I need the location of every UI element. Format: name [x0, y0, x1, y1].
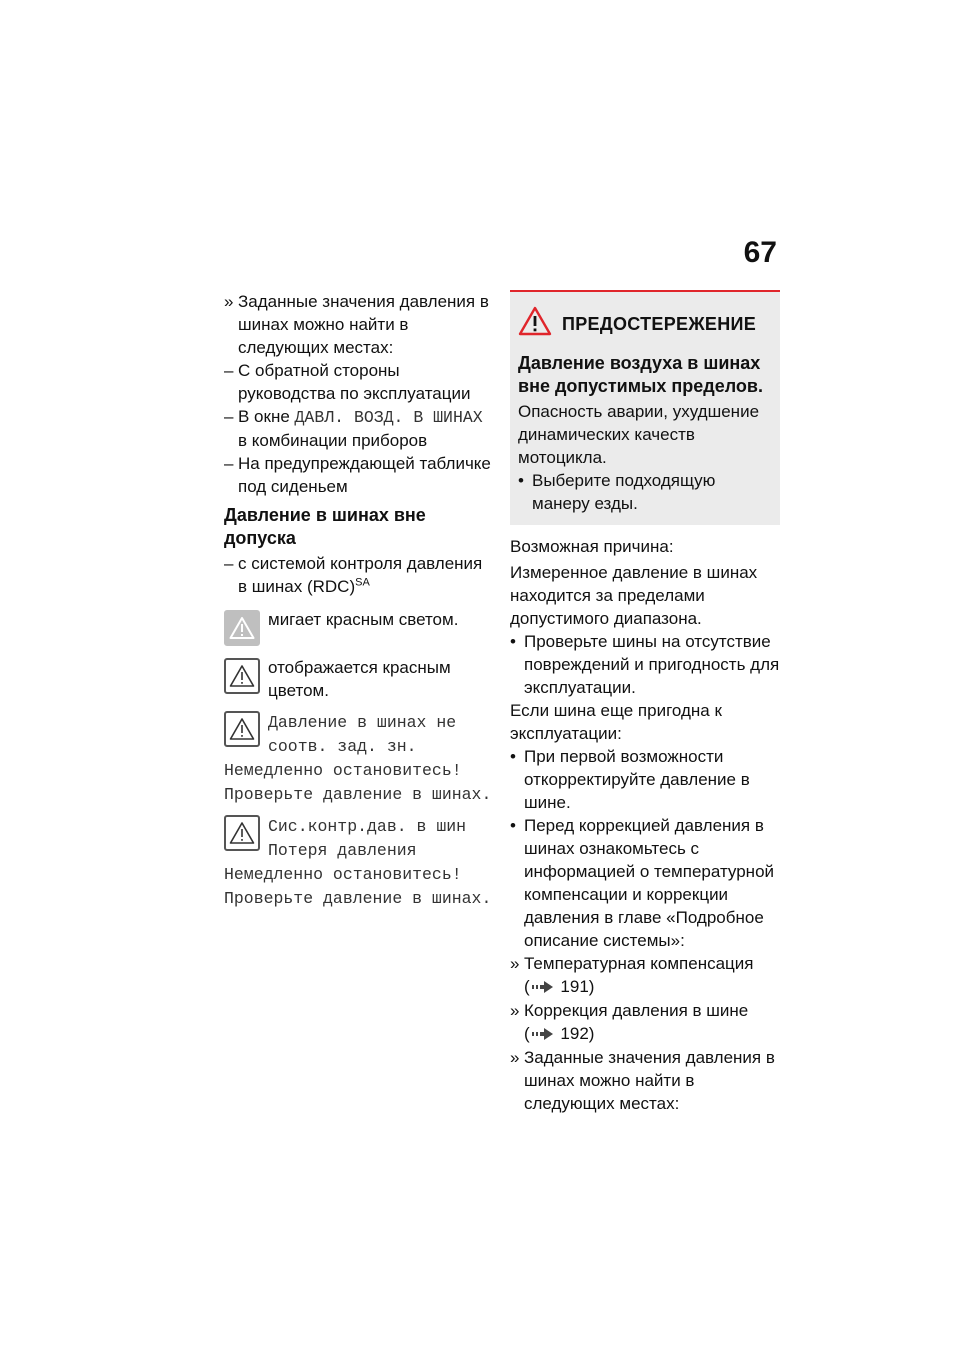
bullet-marker: • — [510, 747, 516, 766]
warning-triangle-icon — [224, 711, 260, 747]
dash-marker: – — [224, 407, 234, 426]
location-item: – На предупреждающей табличке под сиденьем — [224, 454, 491, 496]
system-item: – с системой контроля давления в шинах (RDC)$^{SA}$ — [224, 554, 483, 596]
location-item: – В окне ДАВЛ. ВОЗД. В ШИНАХ в комбинации приборов — [224, 407, 483, 450]
page-number: 67 — [743, 236, 777, 269]
action-bullet: • Перед коррекцией давления в шинах ознакомьтесь с информацией о температурной компенсации и коррекции давления в главе «Подробное описание системы»: — [510, 816, 775, 950]
warning-triangle-icon — [518, 306, 552, 342]
location-item: – С обратной стороны руководства по эксплуатации — [224, 361, 471, 403]
display-message: Сис.контр.дав. в шин Потеря давления Немедленно остановитесь! Проверьте давление в шинах. — [224, 817, 492, 908]
blink-indicator-row: мигает красным светом. — [224, 608, 494, 646]
display-text: ДАВЛ. ВОЗД. В ШИНАХ — [294, 408, 483, 427]
warning-bullet: • Выберите подходящую манеру езды. — [518, 471, 716, 513]
cross-reference-link[interactable]: » Коррекция давления в шине ( 192) — [510, 999, 780, 1046]
cross-reference-link[interactable]: » Температурная компенсация ( 191) — [510, 952, 780, 999]
bullet-marker: • — [510, 632, 516, 651]
bullet-marker: • — [518, 471, 524, 490]
action-bullet: • При первой возможности откорректируйте давление в шине. — [510, 747, 750, 812]
red-indicator-row: отображается красным цветом. — [224, 656, 494, 702]
cause-text: Измеренное давление в шинах находится за пределами допустимого диапазона. — [510, 563, 758, 628]
intro-link: » Заданные значения давления в шинах можно найти в следующих местах: — [224, 292, 489, 357]
right-column — [510, 290, 780, 1115]
warning-title: ПРЕДОСТЕРЕЖЕНИЕ — [562, 313, 757, 334]
page-reference-arrow-icon — [532, 976, 554, 999]
dash-marker: – — [224, 454, 234, 473]
warning-box — [510, 290, 780, 525]
cause-label: Возможная причина: — [510, 537, 674, 556]
cross-reference-link[interactable]: » Заданные значения давления в шинах можно найти в следующих местах: — [510, 1048, 775, 1114]
display-message: Давление в шинах не соотв. зад. зн. Немедленно остановитесь! Проверьте давление в шинах. — [224, 713, 492, 804]
link-marker: » — [510, 1048, 520, 1068]
link-marker: » — [510, 954, 520, 973]
if-usable-text: Если шина еще пригодна к эксплуатации: — [510, 701, 722, 743]
warning-triangle-icon — [224, 658, 260, 694]
dash-marker: – — [224, 554, 234, 573]
section-heading: Давление в шинах вне допуска — [224, 505, 426, 548]
warning-header — [518, 306, 772, 342]
bullet-marker: • — [510, 816, 516, 835]
link-marker: » — [510, 1001, 520, 1021]
warning-triangle-icon — [224, 610, 260, 646]
check-bullet: • Проверьте шины на отсутствие повреждений и пригодность для эксплуатации. — [510, 632, 780, 697]
left-column — [224, 290, 494, 910]
page-reference-arrow-icon — [532, 1023, 554, 1046]
warning-triangle-icon — [224, 815, 260, 851]
dash-marker: – — [224, 361, 234, 380]
warning-heading: Давление воздуха в шинах вне допустимых пределов. — [518, 353, 763, 396]
warning-text: Опасность аварии, ухудшение динамических качеств мотоцикла. — [518, 402, 760, 467]
link-marker: » — [224, 292, 234, 311]
